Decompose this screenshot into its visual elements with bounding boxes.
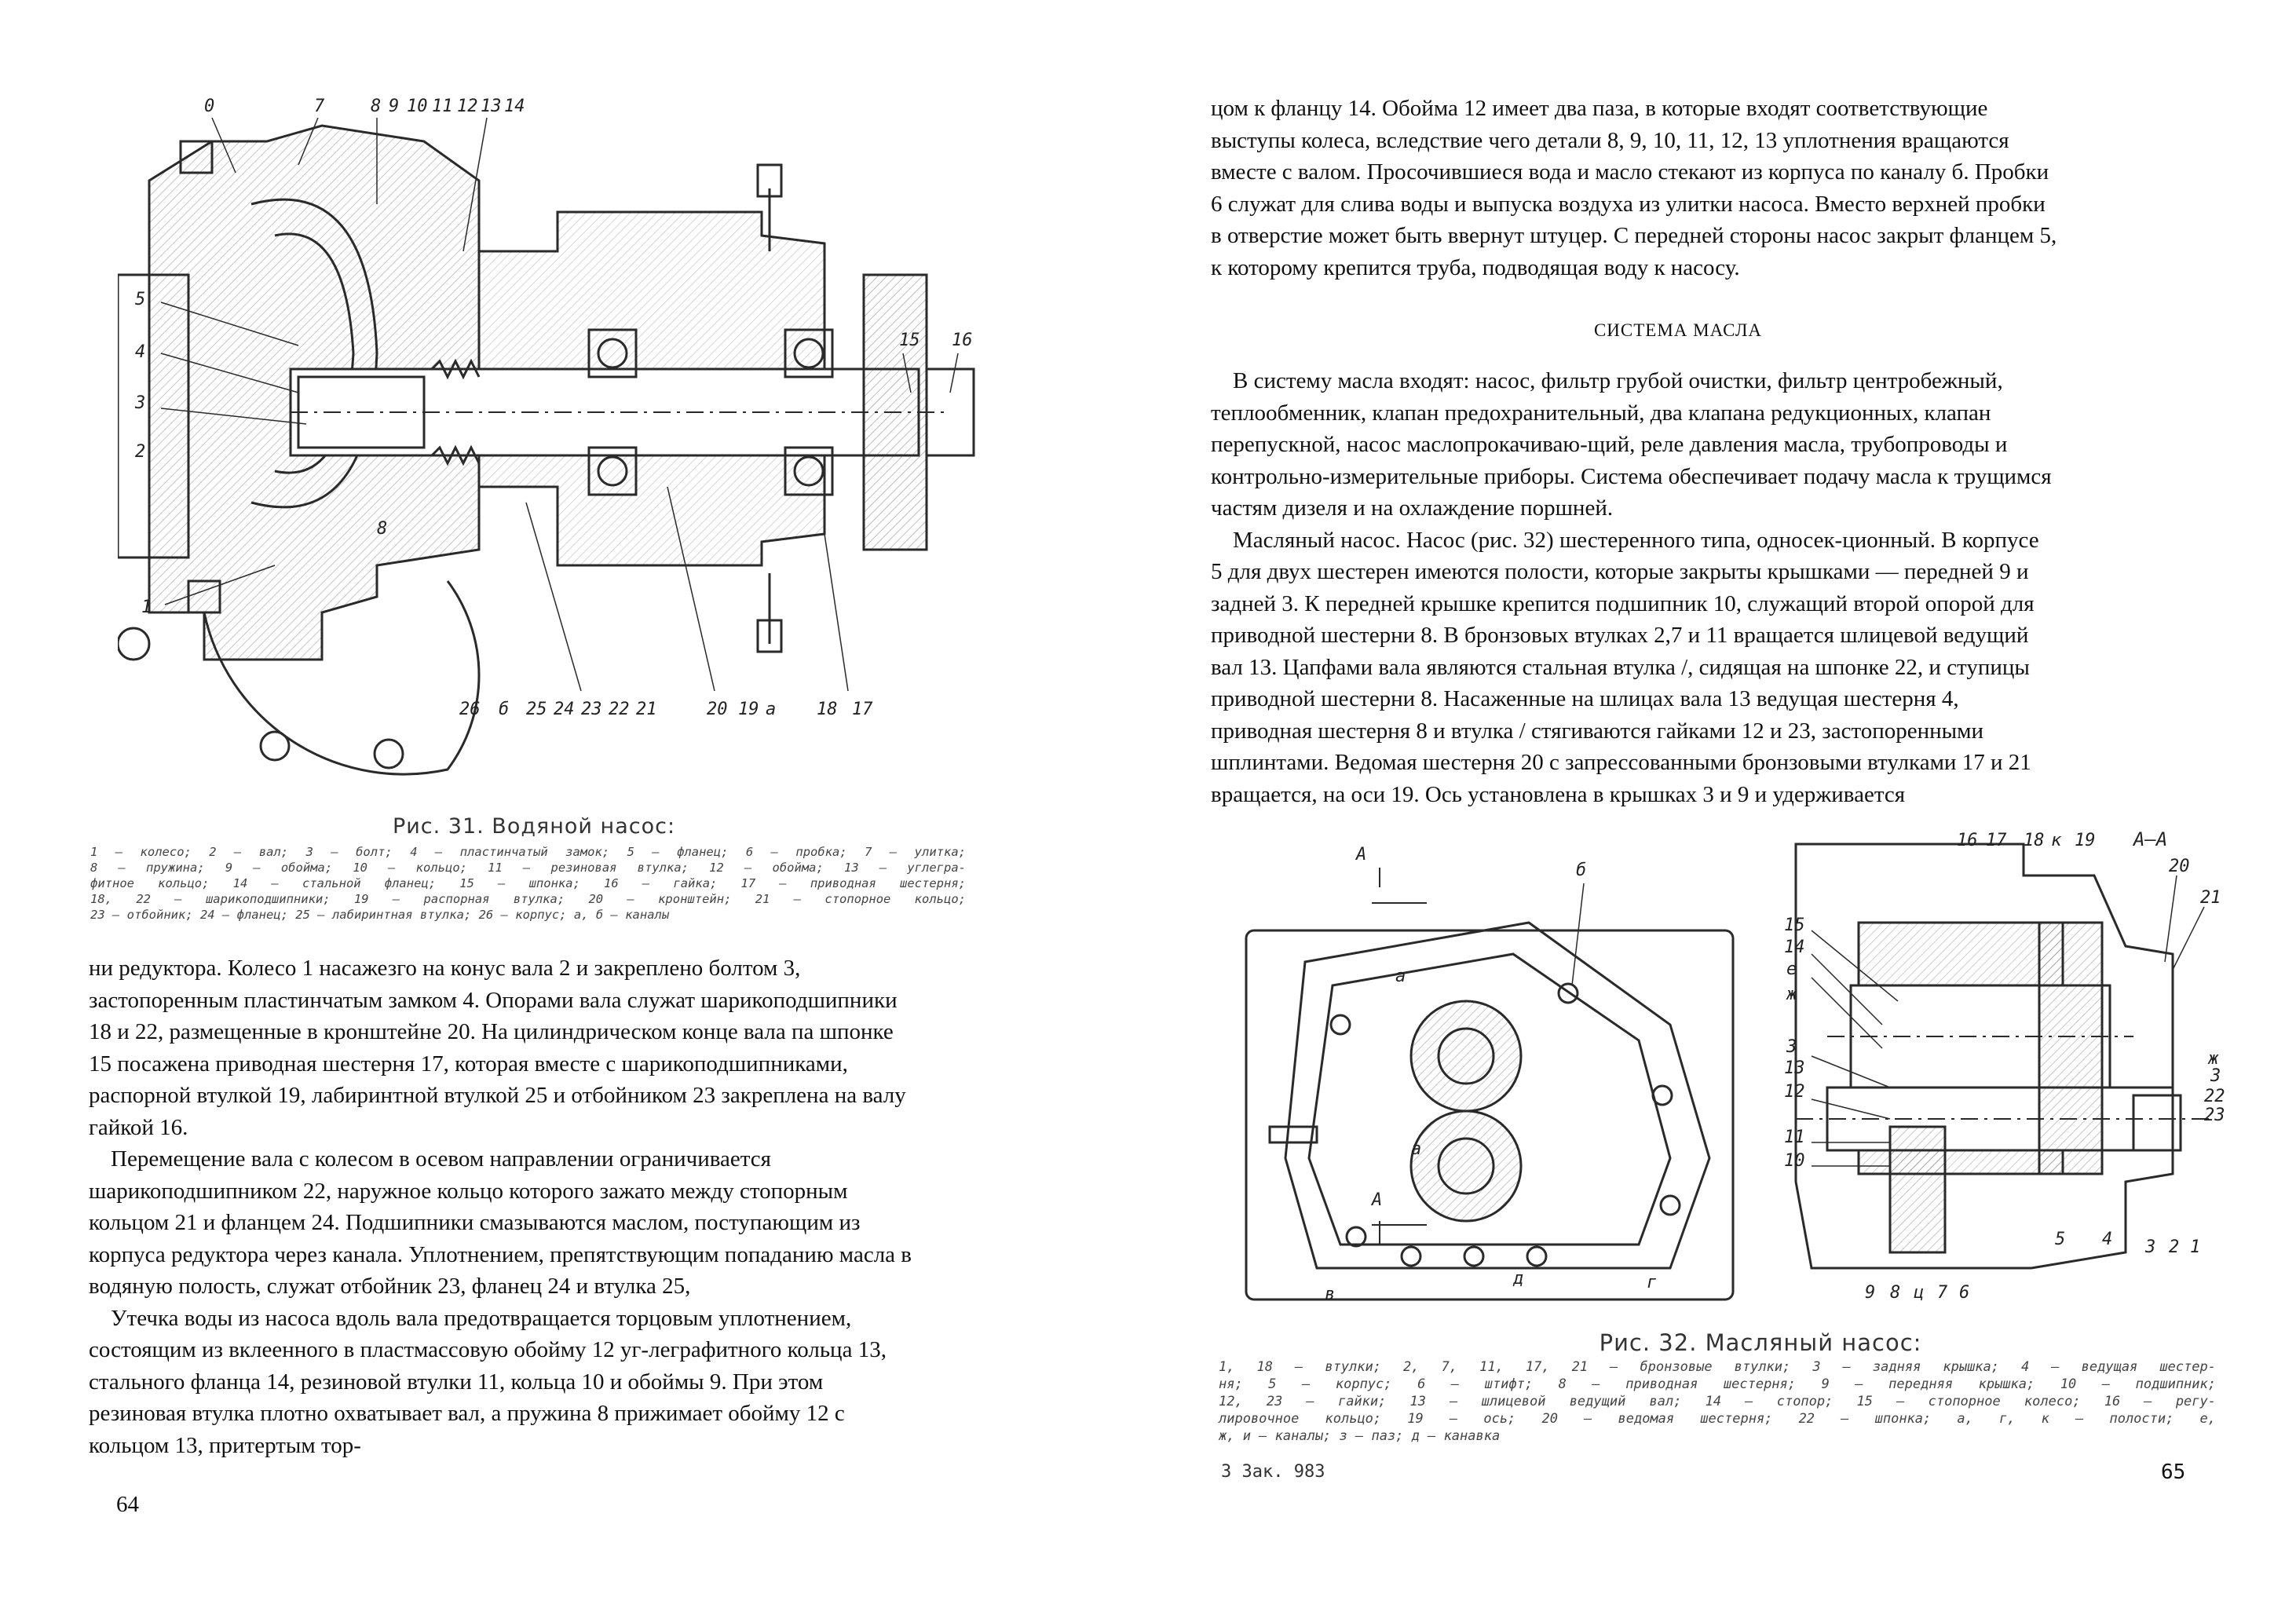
figure-31-water-pump <box>118 94 1005 821</box>
legend-line: 23 — отбойник; 24 — фланец; 25 — лабиринтная втулка; 26 — корпус; а, б — каналы <box>90 908 670 922</box>
part-label: к <box>2051 831 2062 850</box>
text-line: резиновая втулка плотно охватывает вал, а пружина 8 прижимает обойму 12 с <box>89 1401 845 1426</box>
right-oil-system-text <box>1211 365 2196 810</box>
legend-line: фитное кольцо; 14 — стальной фланец; 15 — шпонка; 16 — гайка; 17 — приводная шестерня; <box>90 876 966 890</box>
text-line: 6 служат для слива воды и выпуска воздуха из улитки насоса. Вместо верхней пробки <box>1211 191 2046 217</box>
part-label: а <box>766 700 777 719</box>
text-line: В систему масла входят: насос, фильтр грубой очистки, фильтр центробежный, <box>1233 368 2003 393</box>
part-label: 1 <box>2190 1237 2201 1257</box>
text-line: кольцом 21 и фланцем 24. Подшипники смазываются маслом, поступающим из <box>89 1210 861 1235</box>
figure-31-legend <box>90 844 966 923</box>
part-label: 10 <box>407 97 428 116</box>
text-line: распорной втулкой 19, лабиринтной втулкой 25 и отбойником 23 закреплена на валу <box>89 1083 906 1108</box>
part-label: 3 <box>2145 1237 2156 1257</box>
legend-line: ня; 5 — корпус; 6 — штифт; 8 — приводная шестерня; 9 — передняя крышка; 10 — подшипник; <box>1219 1376 2216 1392</box>
part-label: 18 <box>817 700 838 719</box>
text-line: приводной шестерни 8. В бронзовых втулках 2,7 и 11 вращается шлицевой ведущий <box>1211 623 2029 648</box>
part-label: 14 <box>504 97 525 116</box>
part-label: 7 <box>314 97 325 116</box>
legend-line: 18, 22 — шарикоподшипники; 19 — распорная втулка; 20 — кронштейн; 21 — стопорное кольцо; <box>90 892 966 906</box>
text-line: 5 для двух шестерен имеются полости, которые закрыты крышками — передней 9 и <box>1211 559 2029 584</box>
water-pump-drawing <box>118 94 1005 821</box>
text-line: цом к фланцу 14. Обойма 12 имеет два паза, в которые входят соответствующие <box>1211 96 1988 121</box>
figure-32-oil-pump <box>1230 828 2236 1331</box>
text-line: выступы колеса, вследствие чего детали 8, 9, 10, 11, 12, 13 уплотнения вращаются <box>1211 127 2009 153</box>
part-label: ц <box>1914 1283 1925 1303</box>
part-label: 4 <box>2102 1230 2113 1249</box>
part-label: 18 <box>2024 831 2045 850</box>
legend-line: 8 — пружина; 9 — обойма; 10 — кольцо; 11 — резиновая втулка; 12 — обойма; 13 — углегра- <box>90 861 966 875</box>
part-label: 19 <box>738 700 759 719</box>
legend-line: 1, 18 — втулки; 2, 7, 11, 17, 21 — бронзовые втулки; 3 — задняя крышка; 4 — ведущая шестер- <box>1219 1359 2216 1375</box>
part-label: 1 <box>141 598 152 617</box>
text-line: гайкой 16. <box>89 1114 188 1140</box>
part-label: ж <box>1786 985 1797 1004</box>
part-label: А <box>1356 845 1367 865</box>
bolt-shape <box>118 628 149 660</box>
part-label: д <box>1513 1269 1524 1289</box>
part-label: а <box>1395 967 1406 986</box>
legend-line: 12, 23 — гайки; 13 — шлицевой ведущий вал; 14 — стопор; 15 — стопорное колесо; 16 — регу- <box>1219 1394 2216 1409</box>
page-number-left: 64 <box>116 1492 139 1517</box>
text-line: приводной шестерни 8. Насаженные на шлицах вала 13 ведущая шестерня 4, <box>1211 686 1959 711</box>
part-label: А <box>1372 1190 1383 1210</box>
right-page <box>1148 0 2296 1623</box>
part-label: 25 <box>526 700 547 719</box>
part-label: 15 <box>899 331 920 350</box>
part-label: б <box>1576 861 1587 880</box>
part-label: в <box>1325 1285 1336 1304</box>
part-label: 16 <box>952 331 973 350</box>
part-label: 22 <box>2204 1087 2225 1106</box>
part-label: г <box>1647 1273 1658 1292</box>
part-label: 16 <box>1957 831 1978 850</box>
text-line: 15 посажена приводная шестерня 17, которая вместе с шарикоподшипниками, <box>89 1051 848 1077</box>
text-line: 18 и 22, размещенные в кронштейне 20. На цилиндрическом конце вала па шпонке <box>89 1019 894 1044</box>
part-label: 3 <box>135 393 146 413</box>
part-label: 24 <box>554 700 575 719</box>
text-line: шплинтами. Ведомая шестерня 20 с запрессованными бронзовыми втулками 17 и 21 <box>1211 750 2031 775</box>
text-line: Масляный насос. Насос (рис. 32) шестеренного типа, односек-ционный. В корпусе <box>1233 527 2039 553</box>
part-label: 23 <box>2204 1106 2225 1125</box>
part-label: 6 <box>1959 1283 1970 1303</box>
part-label: а <box>1411 1139 1422 1159</box>
part-label: 11 <box>1784 1128 1805 1147</box>
text-line: стального фланца 14, резиновой втулки 11, кольца 10 и обоймы 9. При этом <box>89 1369 824 1395</box>
text-line: Утечка воды из насоса вдоль вала предотвращается торцовым уплотнением, <box>111 1305 852 1331</box>
text-line: приводная шестерня 8 и втулка / стягиваются гайками 12 и 23, застопоренными <box>1211 718 1984 744</box>
part-label: 0 <box>204 97 215 116</box>
text-line: вращается, на оси 19. Ось установлена в крышках 3 и 9 и удерживается <box>1211 781 1906 807</box>
part-label: 21 <box>2200 888 2221 908</box>
text-line: в отверстие может быть ввернут штуцер. С передней стороны насос закрыт фланцем 5, <box>1211 223 2057 248</box>
part-label: 17 <box>1986 831 2007 850</box>
part-label: ж <box>2208 1049 2219 1069</box>
part-label: 8 <box>377 519 388 539</box>
oil-pump-drawing <box>1230 828 2236 1331</box>
page-number-right: 65 <box>2161 1460 2186 1484</box>
part-label: 11 <box>432 97 453 116</box>
part-label: 4 <box>135 342 146 362</box>
legend-line: лировочное кольцо; 19 — ось; 20 — ведомая шестерня; 22 — шпонка; а, г, к — полости; е, <box>1219 1411 2216 1427</box>
part-label: 12 <box>457 97 478 116</box>
part-label: 8 <box>1890 1283 1901 1303</box>
text-line: водяную полость, служат отбойник 23, фланец 24 и втулка 25, <box>89 1274 691 1299</box>
text-line: к которому крепится труба, подводящая воду к насосу. <box>1211 254 1740 280</box>
part-label: б <box>499 700 510 719</box>
text-line: Перемещение вала с колесом в осевом направлении ограничивается <box>111 1146 772 1172</box>
text-line: перепускной, насос маслопрокачиваю-щий, реле давления масла, трубопроводы и <box>1211 432 2008 457</box>
part-label: 2 <box>2169 1237 2180 1257</box>
text-line: корпуса редуктора через канала. Уплотнением, препятствующим попаданию масла в <box>89 1241 912 1267</box>
part-label: 12 <box>1784 1082 1805 1102</box>
part-label: 17 <box>852 700 873 719</box>
right-top-text <box>1211 93 2196 283</box>
part-label: 20 <box>707 700 728 719</box>
part-label: 13 <box>1784 1058 1805 1078</box>
part-label: 9 <box>389 97 400 116</box>
figure-32-title: Рис. 32. Масляный насос: <box>1599 1329 1922 1356</box>
part-label: 22 <box>609 700 630 719</box>
text-line: контрольно-измерительные приборы. Система обеспечивает подачу масла к трущимся <box>1211 463 2052 489</box>
part-label: 7 <box>1937 1283 1948 1303</box>
text-line: вал 13. Цапфами вала являются стальная втулка /, сидящая на шпонке 22, и ступицы <box>1211 654 2030 680</box>
legend-line: 1 — колесо; 2 — вал; 3 — болт; 4 — пластинчатый замок; 5 — фланец; 6 — пробка; 7 — улитка; <box>90 845 966 859</box>
part-label: 3 <box>1786 1037 1797 1057</box>
part-label: 5 <box>135 290 146 309</box>
part-label: 20 <box>2169 857 2190 876</box>
text-line: шарикоподшипником 22, наружное кольцо которого зажато между стопорным <box>89 1178 848 1204</box>
part-label: 26 <box>459 700 481 719</box>
text-line: застопоренным пластинчатым замком 4. Опорами вала служат шарикоподшипники <box>89 987 898 1013</box>
text-line: ни редуктора. Колесо 1 насажезго на конус вала 2 и закреплено болтом 3, <box>89 956 801 981</box>
part-label: 8 <box>371 97 382 116</box>
part-label: 3 <box>2210 1066 2221 1086</box>
text-line: состоящим из вклеенного в пластмассовую обойму 12 уг-леграфитного кольца 13, <box>89 1337 887 1362</box>
part-label: 15 <box>1784 916 1805 935</box>
text-line: частям дизеля и на охлаждение поршней. <box>1211 495 1614 521</box>
text-line: кольцом 13, притертым тор- <box>89 1432 361 1458</box>
part-label: 21 <box>636 700 657 719</box>
text-line: задней 3. К передней крышке крепится подшипник 10, служащий второй опорой для <box>1211 590 2035 616</box>
part-label: 9 <box>1865 1283 1876 1303</box>
left-body-text <box>89 952 1090 1461</box>
part-label: 14 <box>1784 938 1805 957</box>
part-label: 13 <box>481 97 502 116</box>
section-heading: СИСТЕМА МАСЛА <box>1593 320 1763 340</box>
legend-line: ж, и — каналы; з — паз; д — канавка <box>1219 1428 1501 1444</box>
part-label: 19 <box>2075 831 2096 850</box>
print-order-mark: 3 Зак. 983 <box>1221 1462 1325 1482</box>
part-label: 23 <box>581 700 602 719</box>
part-label: 2 <box>135 442 146 462</box>
part-label: е <box>1786 960 1797 979</box>
part-label: 10 <box>1784 1151 1805 1171</box>
text-line: теплообменник, клапан предохранительный, два клапана редукционных, клапан <box>1211 400 1991 426</box>
text-line: вместе с валом. Просочившиеся вода и масло стекают из корпуса по каналу б. Пробки <box>1211 159 2049 185</box>
figure-31-title: Рис. 31. Водяной насос: <box>392 814 676 839</box>
part-label: 5 <box>2055 1230 2066 1249</box>
section-mark-label: А—А <box>2133 828 2168 850</box>
figure-32-legend <box>1219 1358 2216 1445</box>
